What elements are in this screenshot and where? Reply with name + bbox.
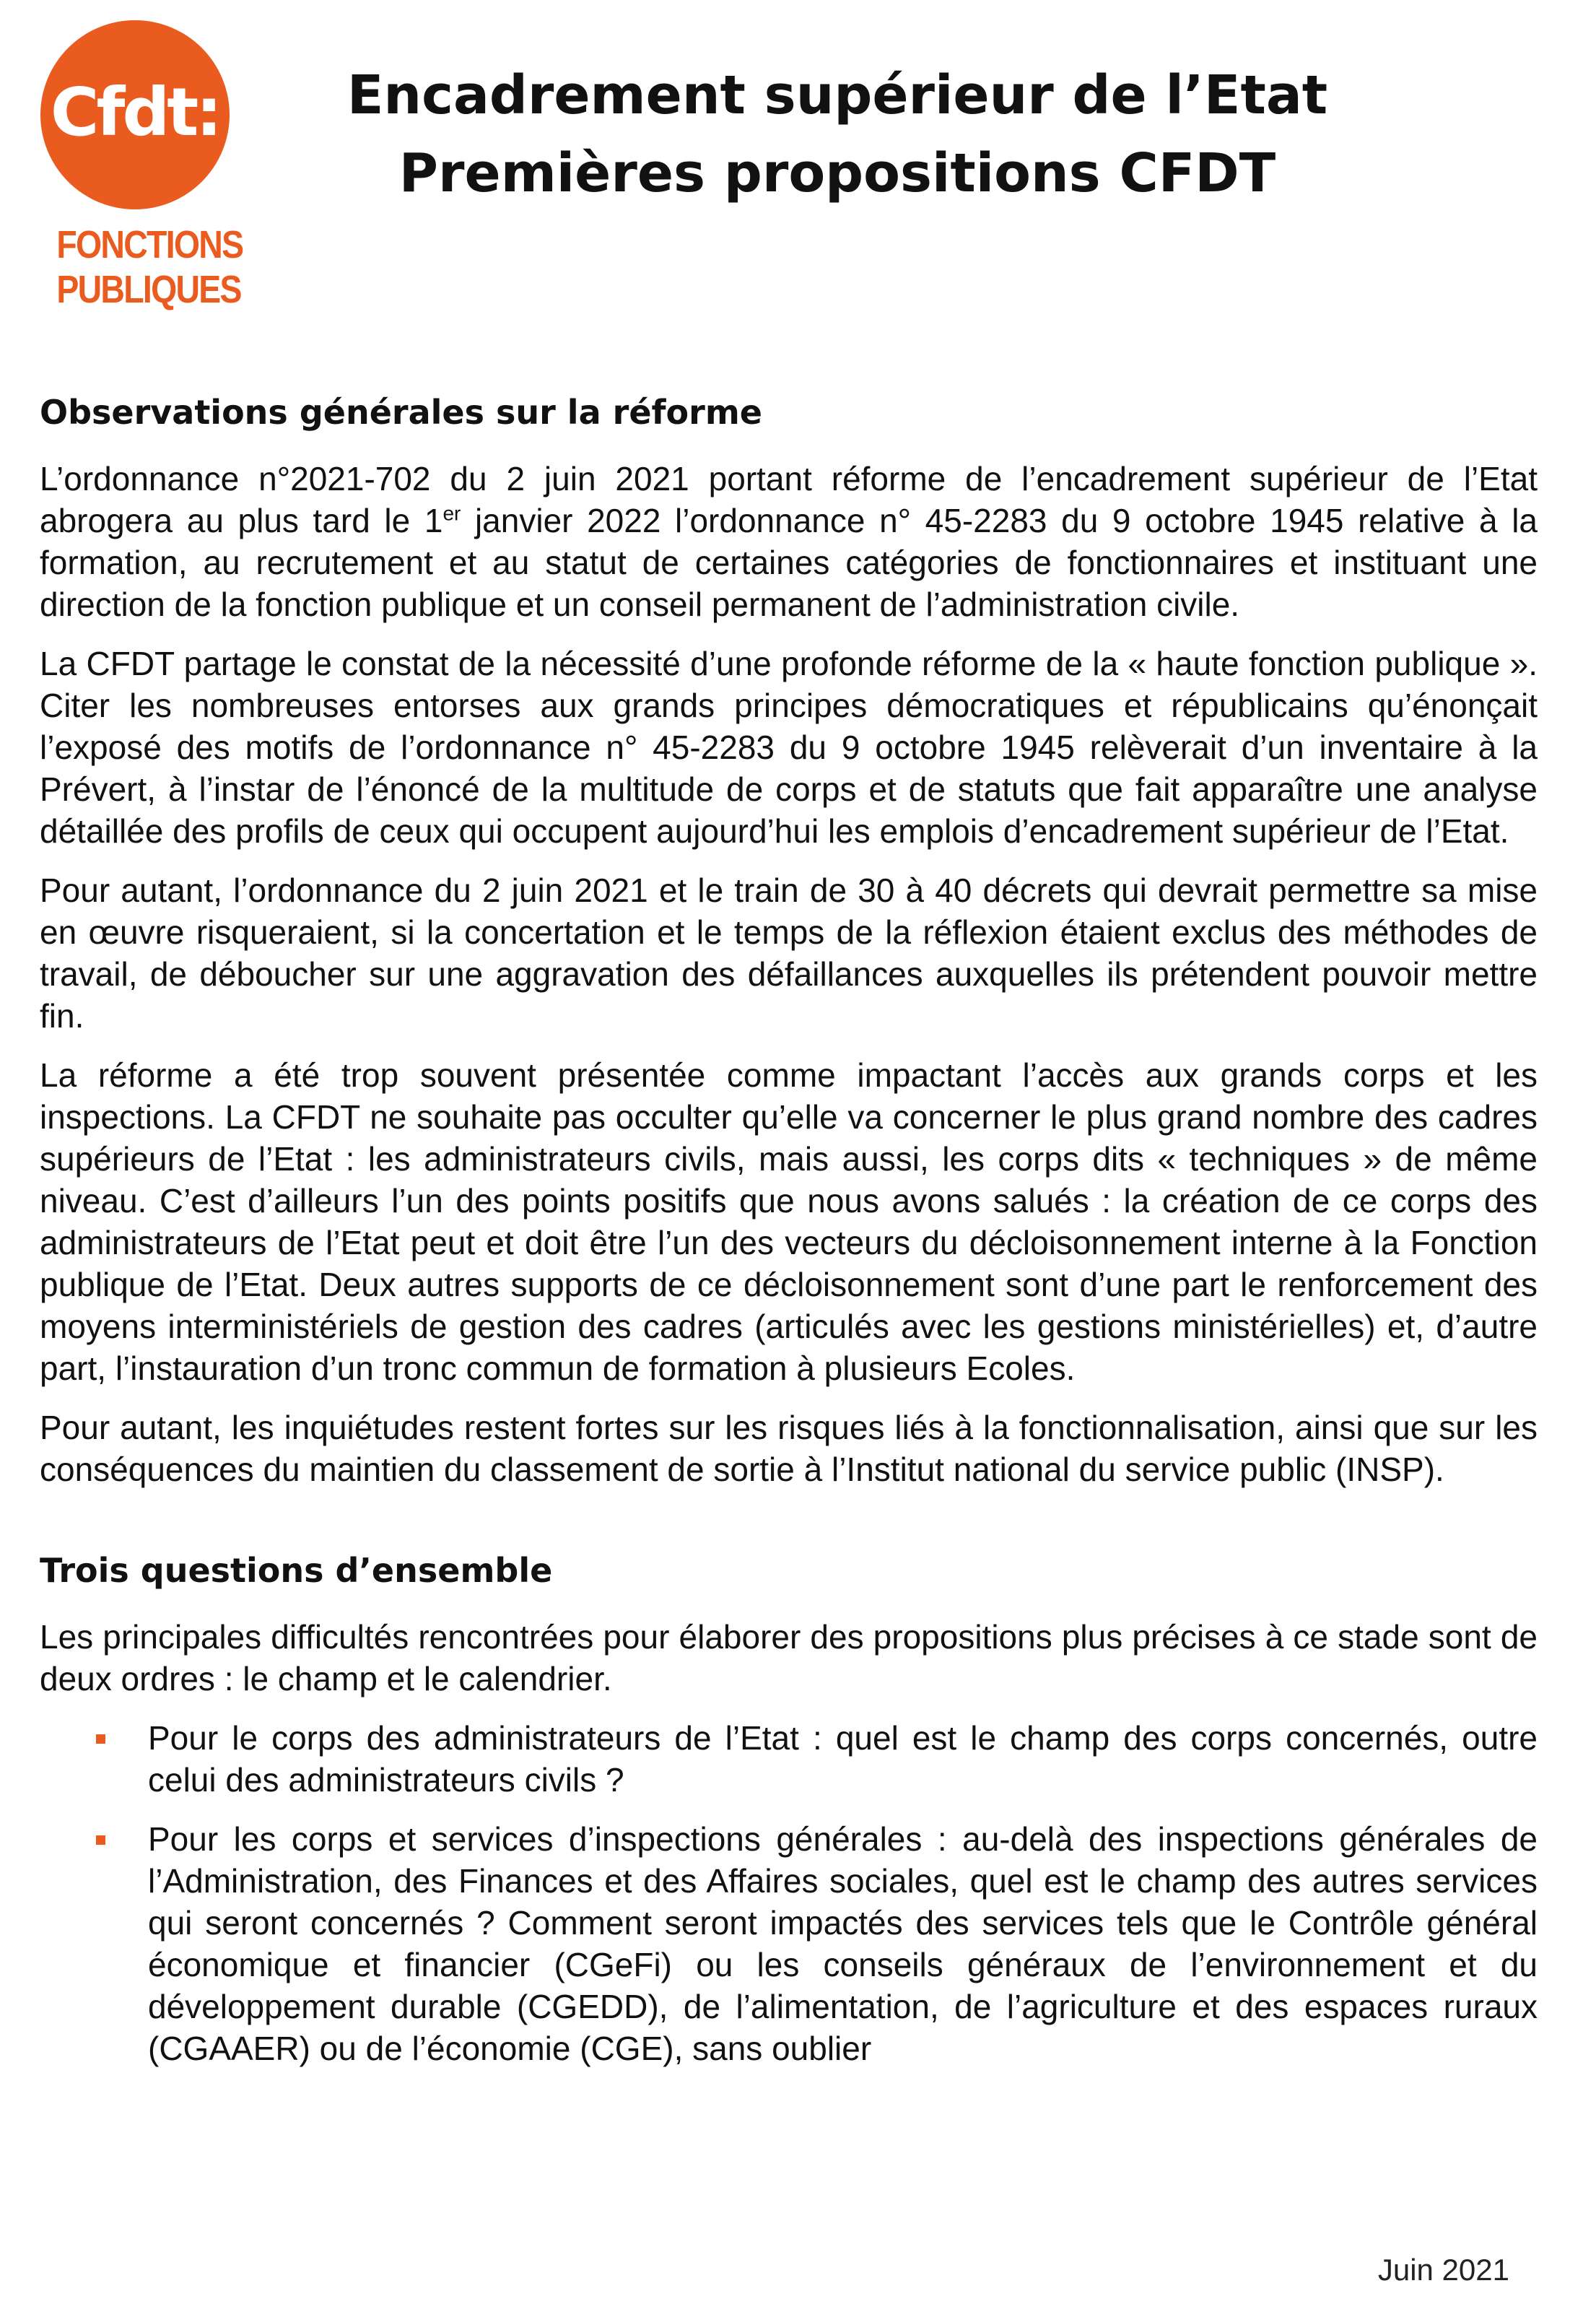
cfdt-logo-subtitle — [40, 222, 243, 312]
paragraph-decrets: Pour autant, l’ordonnance du 2 juin 2021 et le train de 30 à 40 décrets qui devrait permettre sa mise en œuvre risqueraient, si la concertation et le temps de la réflexion étaient exclus des méthodes de travail, de déboucher sur une aggravation des défaillances auxquelles ils prétendent pouvoir mettre fin. — [40, 871, 1538, 1035]
paragraph-difficultes: Les principales difficultés rencontrées pour élaborer des propositions plus précises à ce stade sont de deux ordres : le champ et le calendrier. — [40, 1618, 1538, 1697]
logo-subtitle-line-1: FONCTIONS — [56, 223, 243, 266]
questions-list — [40, 1717, 1538, 2069]
list-item-text: Pour les corps et services d’inspections générales : au-delà des inspections générales de l’Administration, des Finances et des Affaires sociales, quel est le champ des autres services qui seront concernés ? Comment seront impactés des services tels que le Contrôle général économique et financier (CGeFi) ou les conseils généraux de l’environnement et du développement durable (CGEDD), de l’alimentation, de l’agriculture et des espaces ruraux (CGAAER) ou de l’économie (CGE), sans oublier — [148, 1820, 1538, 2067]
document-body — [40, 391, 1538, 2087]
square-bullet-icon — [96, 1835, 105, 1845]
cfdt-logo-circle — [40, 20, 230, 209]
logo-subtitle-line-2: PUBLIQUES — [56, 268, 241, 311]
section-heading-trois-questions: Trois questions d’ensemble — [40, 1551, 553, 1590]
list-item-text: Pour le corps des administrateurs de l’Etat : quel est le champ des corps concernés, outre celui des administrateurs civils ? — [148, 1719, 1538, 1799]
square-bullet-icon — [96, 1734, 105, 1744]
list-item — [40, 1717, 1538, 1801]
paragraph-ordonnance — [40, 458, 1538, 625]
section-spacer — [40, 1508, 1538, 1549]
paragraph-constat: La CFDT partage le constat de la nécessité d’une profonde réforme de la « haute fonction publique ». Citer les nombreuses entorses aux grands principes démocratiques et républicains qu’énonçait l’exposé des motifs de l’ordonnance n° 45-2283 du 9 octobre 1945 relèverait d’un inventaire à la Prévert, à l’instar de l’énoncé de la multitude de corps et de statuts que fait apparaître une analyse détaillée des profils de ceux qui occupent aujourd’hui les emplois d’encadrement supérieur de l’Etat. — [40, 645, 1538, 850]
paragraph-grands-corps: La réforme a été trop souvent présentée comme impactant l’accès aux grands corps et les inspections. La CFDT ne souhaite pas occulter qu’elle va concerner le plus grand nombre des cadres supérieurs de l’Etat : les administrateurs civils, mais aussi, les corps dits « techniques » de même niveau. C’est d’ailleurs l’un des points positifs que nous avons salués : la création de ce corps des administrateurs de l’Etat peut et doit être l’un des vecteurs du décloisonnement interne à la Fonction publique de l’Etat. Deux autres supports de ce décloisonnement sont d’une part le renforcement des moyens interministériels de gestion des cadres (articulés avec les gestions ministérielles) et, d’autre part, l’instauration d’un tronc commun de formation à plusieurs Ecoles. — [40, 1056, 1538, 1387]
document-title — [289, 56, 1386, 212]
ordinal-superscript: er — [442, 502, 461, 525]
paragraph-ordonnance-part-2: janvier 2022 l’ordonnance n° 45-2283 du 9 octobre 1945 relative à la formation, au recrutement et au statut de certaines catégories de fonctionnaires et instituant une direction de la fonction publique et un conseil permanent de l’administration civile. — [40, 502, 1538, 623]
paragraph-ordonnance-part-1: L’ordonnance n°2021-702 du 2 juin 2021 portant réforme de l’encadrement supérieur de l’Etat abrogera au plus tard le 1 — [40, 460, 1538, 539]
document-title-line-2: Premières propositions CFDT — [398, 142, 1276, 204]
paragraph-inquietudes: Pour autant, les inquiétudes restent fortes sur les risques liés à la fonctionnalisation, ainsi que sur les conséquences du maintien du classement de sortie à l’Institut national du service public (INSP). — [40, 1409, 1538, 1488]
footer-date: Juin 2021 — [1377, 2253, 1509, 2287]
document-title-line-1: Encadrement supérieur de l’Etat — [346, 64, 1328, 126]
section-heading-observations: Observations générales sur la réforme — [40, 393, 762, 432]
cfdt-logo — [40, 20, 243, 312]
list-item — [40, 1818, 1538, 2069]
cfdt-logo-mark: Cfdt: — [50, 74, 220, 151]
